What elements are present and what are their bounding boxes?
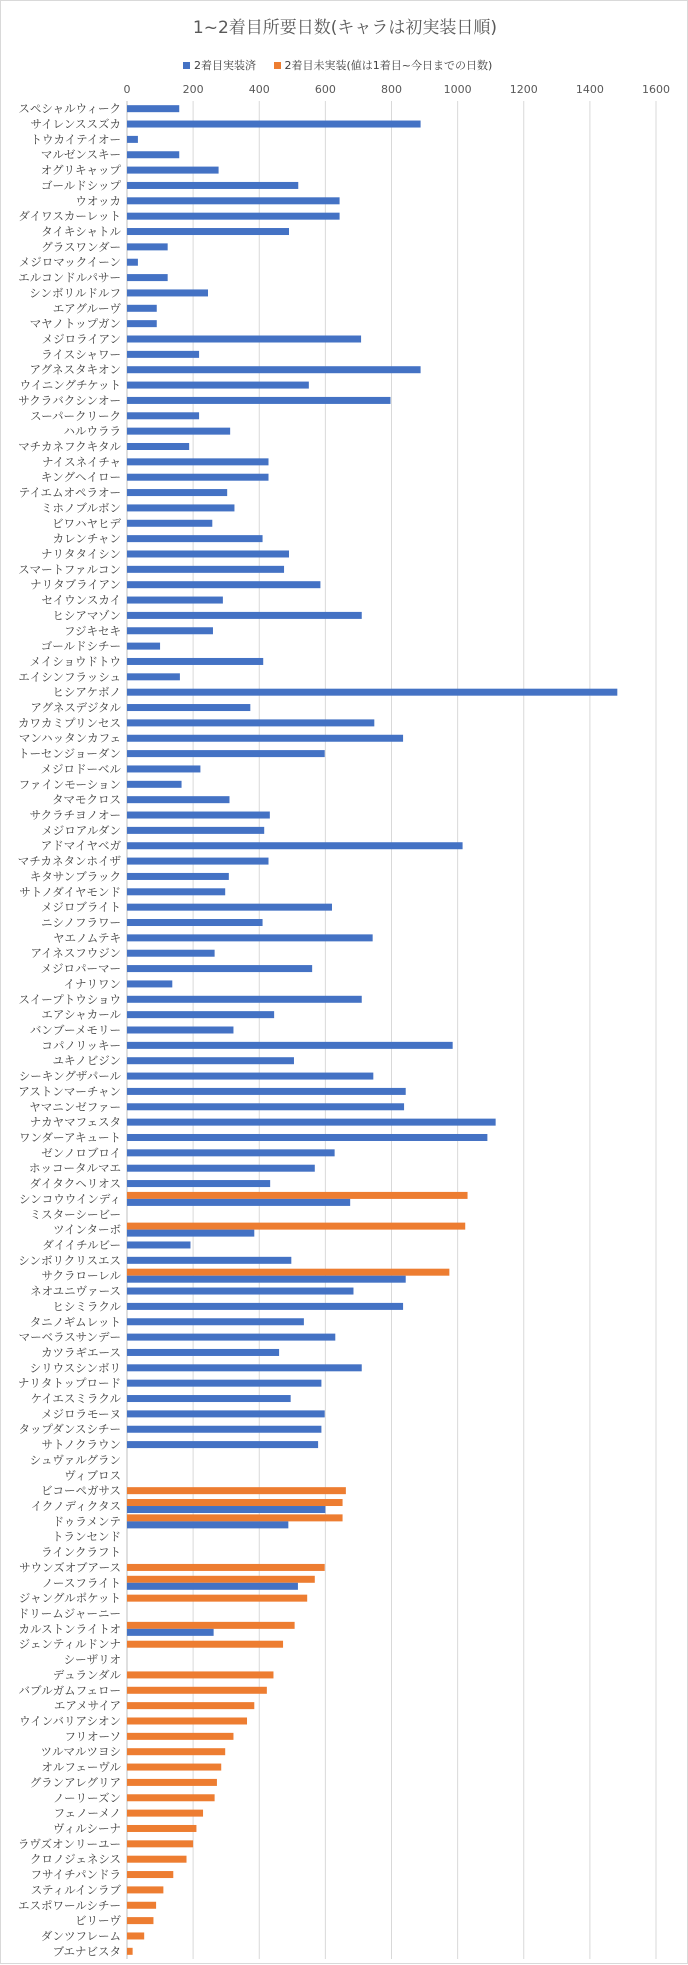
category-label: スペシャルウィーク bbox=[18, 101, 121, 116]
bar-implemented bbox=[127, 1349, 279, 1356]
bar-implemented bbox=[127, 305, 157, 312]
category-label: サイレンススズカ bbox=[30, 117, 121, 132]
bar-unimplemented bbox=[127, 1514, 343, 1521]
category-label: タニノギムレット bbox=[29, 1314, 121, 1329]
bar-implemented bbox=[127, 1506, 325, 1513]
bar-unimplemented bbox=[127, 1564, 325, 1571]
category-label: サトノクラウン bbox=[41, 1437, 121, 1452]
category-label: キングヘイロー bbox=[40, 470, 121, 485]
category-label: ヤエノムテキ bbox=[53, 930, 121, 945]
bar-implemented bbox=[127, 827, 264, 834]
bar-implemented bbox=[127, 781, 182, 788]
bar-implemented bbox=[127, 842, 463, 849]
category-label: オルフェーヴル bbox=[41, 1760, 121, 1775]
bar-implemented bbox=[127, 1230, 254, 1237]
bar-implemented bbox=[127, 934, 373, 941]
category-label: ツルマルツヨシ bbox=[40, 1744, 121, 1759]
category-label: ハルウララ bbox=[63, 424, 121, 439]
bar-implemented bbox=[127, 1134, 487, 1141]
bar-implemented bbox=[127, 382, 309, 389]
bar-implemented bbox=[127, 274, 168, 281]
bar-implemented bbox=[127, 504, 234, 511]
bar-unimplemented bbox=[127, 1641, 283, 1648]
category-label: カレンチャン bbox=[52, 531, 121, 546]
bar-implemented bbox=[127, 735, 403, 742]
category-label: オグリキャップ bbox=[40, 163, 121, 178]
category-label: シンボリルドルフ bbox=[29, 285, 121, 300]
category-label: ドリームジャーニー bbox=[17, 1606, 121, 1621]
category-label: イナリワン bbox=[63, 976, 121, 991]
category-label: メジロブライト bbox=[40, 900, 121, 915]
category-label: キタサンブラック bbox=[29, 869, 121, 884]
legend-label-orange: 2着目未実装(値は1着目~今日までの日数) bbox=[284, 59, 493, 72]
bar-implemented bbox=[127, 1303, 403, 1310]
chart-title: 1~2着目所要日数(キャラは初実装日順) bbox=[192, 18, 498, 38]
category-label: エスポワールシチー bbox=[18, 1898, 121, 1913]
category-label: マチカネフクキタル bbox=[18, 439, 121, 454]
category-label: シンコウウインディ bbox=[19, 1191, 121, 1206]
bar-unimplemented bbox=[127, 1717, 247, 1724]
category-label: テイエムオペラオー bbox=[18, 485, 121, 500]
bar-implemented bbox=[127, 121, 421, 128]
category-label: アストンマーチャン bbox=[18, 1084, 121, 1099]
x-tick-label: 1200 bbox=[509, 83, 538, 96]
category-label: シリウスシンボリ bbox=[29, 1360, 121, 1375]
bar-implemented bbox=[127, 397, 391, 404]
category-label: デュランダル bbox=[52, 1667, 121, 1682]
category-label: トランセンド bbox=[52, 1529, 121, 1544]
category-label: ビリーヴ bbox=[75, 1913, 121, 1928]
category-label: ケイエスミラクル bbox=[30, 1391, 121, 1406]
category-label: トウカイテイオー bbox=[30, 132, 121, 147]
bar-implemented bbox=[127, 1441, 318, 1448]
bar-unimplemented bbox=[127, 1948, 133, 1955]
bar-implemented bbox=[127, 182, 298, 189]
category-label: タマモクロス bbox=[52, 792, 121, 807]
bar-implemented bbox=[127, 904, 332, 911]
legend-label-blue: 2着目実装済 bbox=[194, 59, 256, 72]
category-label: ヴィルシーナ bbox=[52, 1821, 121, 1836]
bar-unimplemented bbox=[127, 1576, 315, 1583]
category-label: エアシャカール bbox=[41, 1007, 121, 1022]
category-label: アイネスフウジン bbox=[30, 946, 121, 961]
category-label: バンブーメモリー bbox=[29, 1023, 121, 1037]
category-label: ヴィブロス bbox=[64, 1468, 121, 1483]
category-label: ニシノフラワー bbox=[40, 915, 121, 930]
bar-implemented bbox=[127, 1042, 453, 1049]
category-label: ビワハヤヒデ bbox=[52, 516, 121, 531]
category-label: マンハッタンカフェ bbox=[18, 731, 121, 746]
bar-implemented bbox=[127, 643, 160, 650]
category-label: ネオユニヴァース bbox=[30, 1284, 121, 1299]
bar-implemented bbox=[127, 1180, 270, 1187]
bar-implemented bbox=[127, 1199, 350, 1206]
x-tick-label: 1400 bbox=[575, 83, 604, 96]
bar-implemented bbox=[127, 1318, 304, 1325]
category-label: フェノーメノ bbox=[53, 1806, 121, 1821]
category-label: ツインターボ bbox=[53, 1222, 121, 1237]
bar-implemented bbox=[127, 704, 250, 711]
category-label: ダイワスカーレット bbox=[18, 209, 121, 224]
category-label: ヒシミラクル bbox=[52, 1299, 121, 1314]
bar-implemented bbox=[127, 228, 289, 235]
bar-implemented bbox=[127, 1364, 362, 1371]
bar-unimplemented bbox=[127, 1810, 203, 1817]
bar-implemented bbox=[127, 597, 223, 604]
category-label: サウンズオブアース bbox=[19, 1560, 121, 1575]
bar-unimplemented bbox=[127, 1902, 156, 1909]
category-label: メジロアルダン bbox=[41, 823, 121, 838]
bar-implemented bbox=[127, 581, 320, 588]
bar-implemented bbox=[127, 151, 179, 158]
category-label: ファインモーション bbox=[18, 777, 121, 792]
bar-implemented bbox=[127, 1057, 294, 1064]
category-label: エルコンドルパサー bbox=[18, 270, 121, 285]
bar-unimplemented bbox=[127, 1886, 163, 1893]
bar-unimplemented bbox=[127, 1487, 346, 1494]
category-label: サクラチヨノオー bbox=[29, 808, 121, 823]
x-tick-label: 0 bbox=[123, 83, 131, 96]
category-label: タイキシャトル bbox=[41, 224, 121, 239]
bar-implemented bbox=[127, 428, 230, 435]
bar-implemented bbox=[127, 1426, 321, 1433]
bar-implemented bbox=[127, 1395, 291, 1402]
category-label: エイシンフラッシュ bbox=[18, 669, 121, 684]
bar-implemented bbox=[127, 1165, 315, 1172]
category-label: バブルガムフェロー bbox=[18, 1683, 121, 1698]
bar-implemented bbox=[127, 1276, 406, 1283]
bar-unimplemented bbox=[127, 1269, 449, 1276]
category-label: クロノジェネシス bbox=[30, 1852, 121, 1867]
bar-implemented bbox=[127, 289, 208, 296]
bar-implemented bbox=[127, 673, 180, 680]
bar-implemented bbox=[127, 1119, 496, 1126]
category-label: コパノリッキー bbox=[41, 1038, 121, 1053]
category-label: ナリタトップロード bbox=[17, 1376, 121, 1391]
category-label: ウオッカ bbox=[75, 193, 121, 208]
category-label: ダイイチルビー bbox=[42, 1237, 121, 1252]
category-label: エアグルーヴ bbox=[52, 301, 121, 316]
x-tick-label: 600 bbox=[314, 83, 336, 96]
bar-implemented bbox=[127, 351, 199, 358]
category-label: サトノダイヤモンド bbox=[19, 884, 121, 899]
bar-implemented bbox=[127, 627, 213, 634]
bar-implemented bbox=[127, 658, 263, 665]
bar-implemented bbox=[127, 812, 270, 819]
category-label: セイウンスカイ bbox=[41, 593, 121, 608]
category-label: マチカネタンホイザ bbox=[17, 854, 121, 869]
bar-implemented bbox=[127, 474, 269, 481]
category-label: サクラバクシンオー bbox=[18, 393, 121, 408]
bar-implemented bbox=[127, 750, 325, 757]
category-label: ビコーペガサス bbox=[40, 1483, 121, 1498]
bar-unimplemented bbox=[127, 1702, 254, 1709]
bar-implemented bbox=[127, 1257, 291, 1264]
category-label: カツラギエース bbox=[41, 1345, 121, 1360]
category-label: メジロライアン bbox=[41, 332, 121, 347]
bar-implemented bbox=[127, 412, 199, 419]
category-label: エアメサイア bbox=[53, 1698, 121, 1713]
category-label: サクラローレル bbox=[41, 1268, 121, 1283]
category-label: カルストンライトオ bbox=[18, 1621, 121, 1636]
bar-unimplemented bbox=[127, 1840, 193, 1847]
bar-implemented bbox=[127, 443, 189, 450]
category-label: ホッコータルマエ bbox=[29, 1161, 121, 1176]
category-label: ゴールドシチー bbox=[40, 639, 121, 654]
category-label: メジロパーマー bbox=[40, 961, 121, 976]
category-label: メジロドーベル bbox=[40, 761, 121, 776]
category-label: シンボリクリスエス bbox=[18, 1253, 121, 1268]
bar-implemented bbox=[127, 1103, 404, 1110]
bar-implemented bbox=[127, 1011, 274, 1018]
x-tick-label: 1000 bbox=[443, 83, 472, 96]
bar-implemented bbox=[127, 167, 219, 174]
bar-unimplemented bbox=[127, 1794, 215, 1801]
bar-implemented bbox=[127, 1288, 353, 1295]
category-label: アグネスタキオン bbox=[29, 362, 121, 377]
category-label: ジャングルポケット bbox=[18, 1591, 121, 1606]
category-label: ワンダーアキュート bbox=[18, 1130, 121, 1145]
x-tick-label: 200 bbox=[182, 83, 204, 96]
category-label: ノースフライト bbox=[41, 1575, 121, 1590]
bar-implemented bbox=[127, 873, 229, 880]
category-label: シーザリオ bbox=[63, 1652, 121, 1667]
category-label: ミスターシービー bbox=[29, 1207, 121, 1222]
category-label: シュヴァルグラン bbox=[29, 1452, 121, 1467]
category-label: ゼンノロブロイ bbox=[41, 1145, 121, 1160]
category-label: ナリタブライアン bbox=[30, 577, 121, 592]
category-label: ダンツフレーム bbox=[40, 1928, 121, 1943]
bar-implemented bbox=[127, 888, 225, 895]
category-label: グラスワンダー bbox=[41, 239, 121, 254]
category-label: ミホノブルボン bbox=[40, 500, 121, 515]
bar-implemented bbox=[127, 765, 200, 772]
bar-implemented bbox=[127, 980, 172, 987]
bar-unimplemented bbox=[127, 1192, 468, 1199]
bar-implemented bbox=[127, 612, 362, 619]
bar-implemented bbox=[127, 1149, 335, 1156]
category-label: スイープトウショウ bbox=[18, 992, 121, 1007]
category-label: ナカヤマフェスタ bbox=[29, 1115, 121, 1130]
bar-implemented bbox=[127, 1583, 298, 1590]
bar-implemented bbox=[127, 719, 374, 726]
bar-implemented bbox=[127, 1334, 335, 1341]
category-label: メイショウドトウ bbox=[29, 654, 121, 669]
bar-unimplemented bbox=[127, 1687, 267, 1694]
bar-implemented bbox=[127, 996, 362, 1003]
category-label: スティルインラブ bbox=[30, 1882, 121, 1897]
category-label: イクノディクタス bbox=[30, 1499, 121, 1514]
bar-implemented bbox=[127, 105, 179, 112]
bar-implemented bbox=[127, 259, 138, 266]
bar-implemented bbox=[127, 566, 284, 573]
bar-implemented bbox=[127, 136, 138, 143]
category-label: トーセンジョーダン bbox=[18, 746, 121, 761]
category-label: ウインバリアシオン bbox=[19, 1713, 121, 1728]
bar-implemented bbox=[127, 858, 269, 865]
category-label: メジロマックイーン bbox=[18, 255, 121, 270]
bar-unimplemented bbox=[127, 1932, 144, 1939]
bar-unimplemented bbox=[127, 1825, 196, 1832]
category-label: マヤノトップガン bbox=[29, 316, 121, 331]
category-label: カワカミプリンセス bbox=[17, 715, 121, 730]
bar-implemented bbox=[127, 950, 215, 957]
bar-implemented bbox=[127, 320, 157, 327]
category-label: ラヴズオンリーユー bbox=[17, 1836, 121, 1851]
bar-implemented bbox=[127, 1380, 321, 1387]
category-label: ダイタクヘリオス bbox=[29, 1176, 121, 1191]
category-label: フサイチパンドラ bbox=[30, 1867, 121, 1882]
category-label: ヒシアケボノ bbox=[52, 685, 121, 700]
bar-implemented bbox=[127, 919, 263, 926]
category-label: グランアレグリア bbox=[29, 1775, 121, 1790]
bar-unimplemented bbox=[127, 1856, 187, 1863]
category-label: ライスシャワー bbox=[41, 347, 121, 362]
category-label: スマートファルコン bbox=[18, 562, 121, 577]
category-label: アグネスデジタル bbox=[30, 700, 121, 715]
x-tick-label: 800 bbox=[381, 83, 402, 96]
bar-implemented bbox=[127, 336, 361, 343]
category-label: マーベラスサンデー bbox=[18, 1330, 121, 1345]
bar-unimplemented bbox=[127, 1871, 173, 1878]
category-label: ナリタタイシン bbox=[41, 546, 121, 561]
bar-implemented bbox=[127, 243, 168, 250]
category-label: ジェンティルドンナ bbox=[18, 1637, 121, 1652]
bar-unimplemented bbox=[127, 1764, 221, 1771]
bar-implemented bbox=[127, 366, 421, 373]
bar-implemented bbox=[127, 1027, 233, 1034]
bar-unimplemented bbox=[127, 1622, 295, 1629]
category-label: ユキノビジン bbox=[52, 1053, 121, 1068]
category-label: ブエナビスタ bbox=[52, 1944, 121, 1959]
x-tick-label: 1600 bbox=[642, 83, 670, 96]
bar-plot bbox=[1, 1, 688, 1965]
bar-implemented bbox=[127, 1241, 190, 1248]
category-label: スーパークリーク bbox=[30, 408, 121, 423]
bar-implemented bbox=[127, 458, 269, 465]
category-label: フジキセキ bbox=[63, 623, 121, 638]
bar-implemented bbox=[127, 1410, 325, 1417]
bar-unimplemented bbox=[127, 1671, 273, 1678]
bar-implemented bbox=[127, 535, 263, 542]
bar-implemented bbox=[127, 520, 212, 527]
bar-implemented bbox=[127, 1521, 288, 1528]
category-label: ノーリーズン bbox=[52, 1790, 121, 1805]
category-label: メジロラモーヌ bbox=[40, 1406, 121, 1421]
category-label: ヤマニンゼファー bbox=[29, 1099, 121, 1114]
bar-implemented bbox=[127, 550, 289, 557]
bar-unimplemented bbox=[127, 1779, 217, 1786]
bar-implemented bbox=[127, 965, 312, 972]
bar-implemented bbox=[127, 689, 617, 696]
bar-unimplemented bbox=[127, 1917, 153, 1924]
category-label: ゴールドシップ bbox=[40, 178, 121, 193]
category-label: ヒシアマゾン bbox=[52, 608, 121, 623]
category-label: ナイスネイチャ bbox=[41, 454, 121, 469]
bar-unimplemented bbox=[127, 1595, 307, 1602]
bar-unimplemented bbox=[127, 1733, 233, 1740]
bar-implemented bbox=[127, 197, 340, 204]
category-label: ラインクラフト bbox=[41, 1545, 121, 1560]
category-label: ドゥラメンテ bbox=[52, 1514, 121, 1529]
bar-implemented bbox=[127, 489, 227, 496]
category-label: アドマイヤベガ bbox=[40, 838, 121, 853]
bar-implemented bbox=[127, 213, 340, 220]
bar-unimplemented bbox=[127, 1223, 465, 1230]
bar-implemented bbox=[127, 1629, 214, 1636]
bar-unimplemented bbox=[127, 1748, 225, 1755]
category-label: マルゼンスキー bbox=[40, 147, 121, 162]
bar-implemented bbox=[127, 796, 229, 803]
category-label: フリオーソ bbox=[64, 1729, 121, 1744]
bar-implemented bbox=[127, 1088, 406, 1095]
bar-implemented bbox=[127, 1073, 373, 1080]
bar-unimplemented bbox=[127, 1499, 343, 1506]
category-label: タップダンスシチー bbox=[18, 1422, 121, 1437]
category-label: シーキングザパール bbox=[18, 1069, 121, 1084]
category-label: ウイニングチケット bbox=[19, 378, 121, 393]
x-tick-label: 400 bbox=[248, 83, 270, 96]
